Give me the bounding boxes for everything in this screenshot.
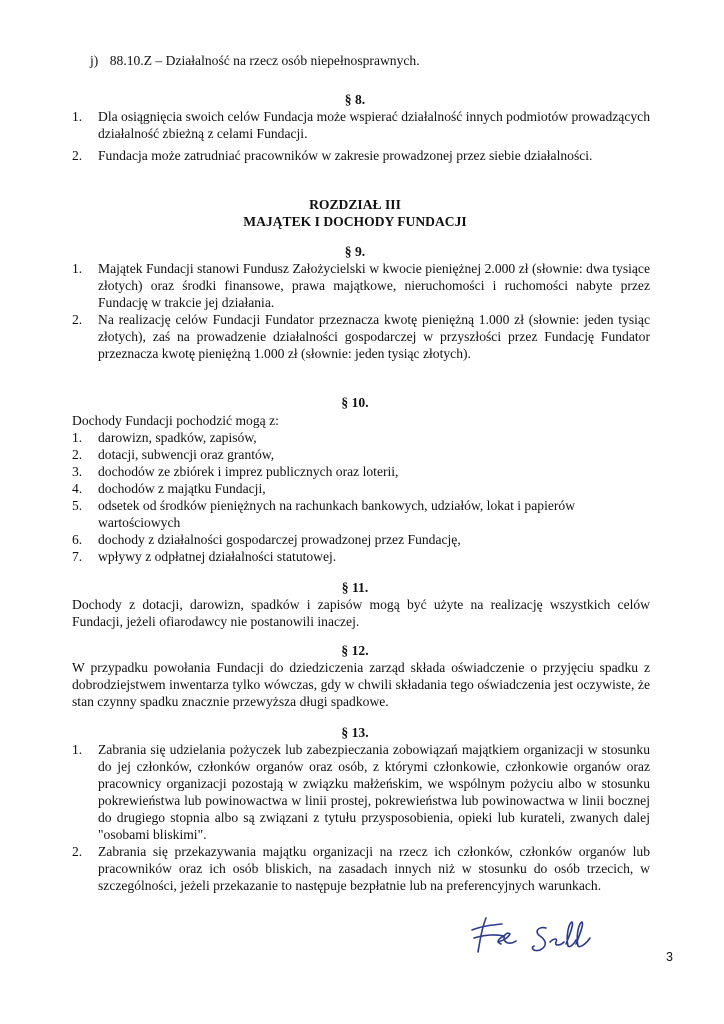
chapter-title: MAJĄTEK I DOCHODY FUNDACJI [243,214,467,229]
item-text: 88.10.Z – Działalność na rzecz osób niepełnosprawnych. [109,53,420,68]
list-item [72,260,650,311]
list-item [72,548,650,565]
item-text: dochody z działalności gospodarczej prowadzonej przez Fundację, [98,532,461,547]
list-item [72,147,650,164]
item-number: 1. [72,109,83,124]
list-item [72,843,650,894]
section-13-list [72,741,650,894]
list-item-j [90,52,650,69]
item-text: Zabrania się przekazywania majątku organizacji na rzecz ich członków, członków organów lub pracowników oraz ich osób bliskich, na zasadach innych niż w stosunku do osób trzecich, w szczególności, jeżeli przekazanie to następuje bezpłatnie lub na preferencyjnych warunkach. [98,844,650,893]
section-heading-12: § 12. [341,643,369,658]
item-number: 4. [72,481,83,496]
list-item [72,741,650,843]
section-10-intro: Dochody Fundacji pochodzić mogą z: [72,413,279,428]
section-9-list [72,260,650,362]
item-number: 1. [72,261,83,276]
item-text: odsetek od środków pieniężnych na rachunkach bankowych, udziałów, lokat i papierów wartościowych [98,498,576,530]
item-number: 7. [72,549,83,564]
list-item [72,429,650,446]
section-heading-11: § 11. [341,580,369,595]
list-item [72,497,650,531]
section-heading-9: § 9. [344,244,366,259]
section-heading-10: § 10. [341,395,369,410]
item-number: 2. [72,844,83,859]
item-text: dochodów ze zbiórek i imprez publicznych oraz loterii, [98,464,399,479]
list-item [72,463,650,480]
item-number: 2. [72,312,83,327]
section-heading-13: § 13. [341,725,369,740]
item-number: 2. [72,447,83,462]
section-8-list [72,108,650,164]
item-number: 1. [72,742,83,757]
item-number: 6. [72,532,83,547]
item-number: 5. [72,498,83,513]
item-text: dochodów z majątku Fundacji, [98,481,266,496]
list-item [72,108,650,142]
item-number: 2. [72,148,83,163]
chapter-number: ROZDZIAŁ III [309,197,401,212]
section-12-text: W przypadku powołania Fundacji do dziedziczenia zarząd składa oświadczenie o przyjęciu spadku z dobrodziejstwem inwentarza tylko wówczas, gdy w chwili składania tego oświadczenia jest oczywiste, że stan czynny spadku znacznie przewyższa długi spadkowe. [72,660,650,709]
list-item [72,531,650,548]
item-text: darowizn, spadków, zapisów, [98,430,257,445]
item-marker: j) [90,53,99,68]
item-number: 3. [72,464,83,479]
chapter-heading [70,196,640,230]
list-item [72,311,650,362]
item-number: 1. [72,430,83,445]
item-text: dotacji, subwencji oraz grantów, [98,447,275,462]
list-item [72,446,650,463]
section-11-text: Dochody z dotacji, darowizn, spadków i zapisów mogą być użyte na realizację wszystkich celów Fundacji, jeżeli ofiarodawcy nie postanowili inaczej. [72,597,650,629]
section-heading-8: § 8. [344,92,366,107]
item-text: Dla osiągnięcia swoich celów Fundacja może wspierać działalność innych podmiotów prowadzących działalność zbieżną z celami Fundacji. [98,109,650,141]
item-text: Majątek Fundacji stanowi Fundusz Założycielski w kwocie pieniężnej 2.000 zł (słownie: dwa tysiące złotych) oraz środki finansowe, prawa majątkowe, nieruchomości i ruchomości nabyte przez Fundację w trakcie jej działania. [98,261,650,310]
item-text: Zabrania się udzielania pożyczek lub zabezpieczania zobowiązań majątkiem organizacji w stosunku do jej członków, członków organów oraz osób, z którymi członkowie, członkowie organów oraz pracownicy organizacji pozostają w związku małżeńskim, we wspólnym pożyciu albo w stosunku pokrewieństwa lub powinowactwa w linii prostej, pokrewieństwa lub powinowactwa w linii bocznej do drugiego stopnia albo są związani z tytułu przysposobienia, opieki lub kurateli, zwanych dalej "osobami bliskimi". [98,742,650,842]
item-text: wpływy z odpłatnej działalności statutowej. [98,549,337,564]
item-text: Fundacja może zatrudniać pracowników w zakresie prowadzonej przez siebie działalności. [98,148,593,163]
item-text: Na realizację celów Fundacji Fundator przeznacza kwotę pieniężną 1.000 zł (słownie: jeden tysiąc złotych), zaś na prowadzenie działalności gospodarczej w przyszłości przez Fundację Fundator przeznacza kwotę pieniężną 1.000 zł (słownie: jeden tysiąc złotych). [98,312,650,361]
handwritten-signature [468,908,598,964]
list-item [72,480,650,497]
page-number: 3 [666,950,673,964]
section-10-list [72,429,650,565]
